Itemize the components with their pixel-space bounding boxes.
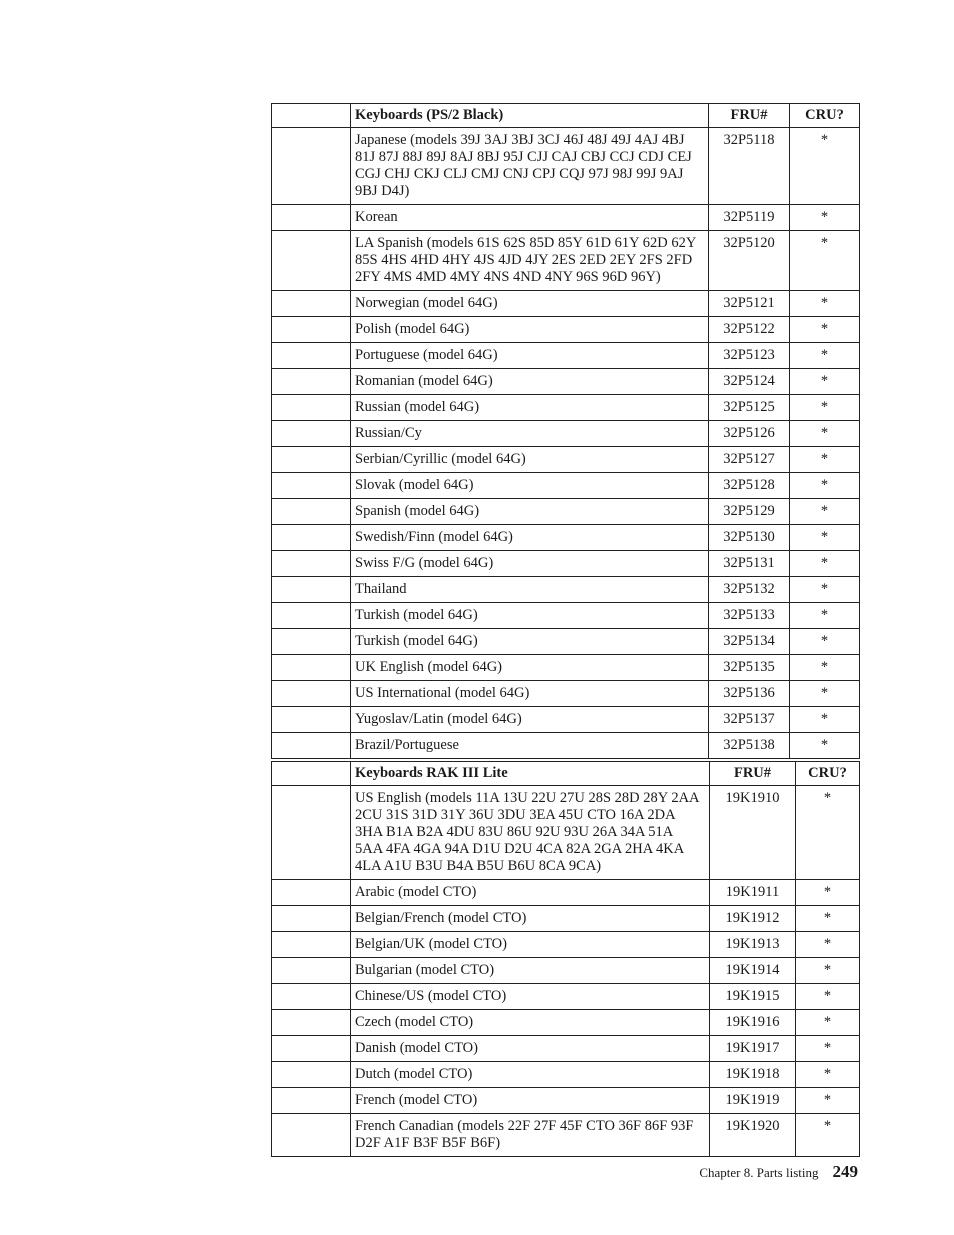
blank-cell xyxy=(272,499,351,525)
table-row xyxy=(272,1088,860,1114)
fru-cell: 19K1916 xyxy=(710,1010,796,1036)
blank-cell xyxy=(272,681,351,707)
header-fru: FRU# xyxy=(709,104,790,128)
description-cell: Turkish (model 64G) xyxy=(351,603,709,629)
table-header-row xyxy=(272,104,860,128)
cru-cell: * xyxy=(790,395,860,421)
table-row xyxy=(272,984,860,1010)
blank-cell xyxy=(272,231,351,291)
cru-cell: * xyxy=(790,421,860,447)
cru-cell: * xyxy=(790,629,860,655)
fru-cell: 32P5124 xyxy=(709,369,790,395)
cru-cell: * xyxy=(796,1010,860,1036)
blank-cell xyxy=(272,1036,351,1062)
fru-cell: 19K1918 xyxy=(710,1062,796,1088)
cru-cell: * xyxy=(790,205,860,231)
blank-cell xyxy=(272,421,351,447)
blank-cell xyxy=(272,603,351,629)
table-row xyxy=(272,629,860,655)
cru-cell: * xyxy=(796,1062,860,1088)
cru-cell: * xyxy=(796,984,860,1010)
description-cell: Brazil/Portuguese xyxy=(351,733,709,759)
cru-cell: * xyxy=(790,231,860,291)
description-cell: Czech (model CTO) xyxy=(351,1010,710,1036)
blank-cell xyxy=(272,343,351,369)
cru-cell: * xyxy=(790,343,860,369)
table-row xyxy=(272,499,860,525)
page-number: 249 xyxy=(832,1162,858,1181)
table-row xyxy=(272,603,860,629)
cru-cell: * xyxy=(796,932,860,958)
fru-cell: 32P5121 xyxy=(709,291,790,317)
cru-cell: * xyxy=(790,655,860,681)
cru-cell: * xyxy=(796,880,860,906)
table-row xyxy=(272,1010,860,1036)
blank-cell xyxy=(272,128,351,205)
fru-cell: 32P5125 xyxy=(709,395,790,421)
description-cell: Bulgarian (model CTO) xyxy=(351,958,710,984)
description-cell: Spanish (model 64G) xyxy=(351,499,709,525)
fru-cell: 19K1910 xyxy=(710,786,796,880)
fru-cell: 32P5118 xyxy=(709,128,790,205)
cru-cell: * xyxy=(796,1088,860,1114)
blank-cell xyxy=(272,473,351,499)
table-row xyxy=(272,958,860,984)
blank-cell xyxy=(272,707,351,733)
blank-cell xyxy=(272,906,351,932)
parts-table-rak-iii-lite xyxy=(271,761,860,1157)
description-cell: French (model CTO) xyxy=(351,1088,710,1114)
description-cell: Arabic (model CTO) xyxy=(351,880,710,906)
cru-cell: * xyxy=(790,681,860,707)
blank-cell xyxy=(272,958,351,984)
cru-cell: * xyxy=(790,447,860,473)
cru-cell: * xyxy=(790,577,860,603)
description-cell: Belgian/UK (model CTO) xyxy=(351,932,710,958)
blank-cell xyxy=(272,629,351,655)
table-row xyxy=(272,317,860,343)
table-row xyxy=(272,577,860,603)
cru-cell: * xyxy=(796,1114,860,1157)
cru-cell: * xyxy=(790,291,860,317)
description-cell: Swiss F/G (model 64G) xyxy=(351,551,709,577)
description-cell: Japanese (models 39J 3AJ 3BJ 3CJ 46J 48J 49J 4AJ 4BJ 81J 87J 88J 89J 8AJ 8BJ 95J CJJ CAJ CBJ CCJ CDJ CEJ CGJ CHJ CKJ CLJ CMJ CNJ CPJ CQJ 97J 98J 99J 9AJ 9BJ D4J) xyxy=(351,128,709,205)
cru-cell: * xyxy=(796,1036,860,1062)
description-cell: Serbian/Cyrillic (model 64G) xyxy=(351,447,709,473)
blank-cell xyxy=(272,447,351,473)
blank-cell xyxy=(272,395,351,421)
blank-cell xyxy=(272,1062,351,1088)
fru-cell: 19K1915 xyxy=(710,984,796,1010)
cru-cell: * xyxy=(790,499,860,525)
description-cell: UK English (model 64G) xyxy=(351,655,709,681)
description-cell: Romanian (model 64G) xyxy=(351,369,709,395)
table-row xyxy=(272,291,860,317)
table-header-row xyxy=(272,762,860,786)
fru-cell: 32P5126 xyxy=(709,421,790,447)
header-cru: CRU? xyxy=(796,762,860,786)
description-cell: US English (models 11A 13U 22U 27U 28S 28D 28Y 2AA 2CU 31S 31D 31Y 36U 3DU 3EA 45U CTO 16A 2DA 3HA B1A B2A 4DU 83U 86U 92U 93U 26A 34A 51A 5AA 4FA 4GA 94A D1U D2U 4CA 82A 2GA 2HA 4KA 4LA A1U B3U B4A B5U B6U 8CA 9CA) xyxy=(351,786,710,880)
description-cell: Yugoslav/Latin (model 64G) xyxy=(351,707,709,733)
table-row xyxy=(272,880,860,906)
description-cell: Danish (model CTO) xyxy=(351,1036,710,1062)
description-cell: Thailand xyxy=(351,577,709,603)
table-row xyxy=(272,906,860,932)
fru-cell: 32P5138 xyxy=(709,733,790,759)
table-row xyxy=(272,1114,860,1157)
blank-cell xyxy=(272,1088,351,1114)
cru-cell: * xyxy=(790,551,860,577)
fru-cell: 32P5136 xyxy=(709,681,790,707)
blank-cell xyxy=(272,577,351,603)
table-row xyxy=(272,786,860,880)
description-cell: Belgian/French (model CTO) xyxy=(351,906,710,932)
cru-cell: * xyxy=(790,369,860,395)
blank-cell xyxy=(272,1010,351,1036)
chapter-title: Chapter 8. Parts listing xyxy=(699,1165,819,1180)
fru-cell: 32P5133 xyxy=(709,603,790,629)
description-cell: Russian/Cy xyxy=(351,421,709,447)
blank-cell xyxy=(272,369,351,395)
blank-cell xyxy=(272,880,351,906)
parts-table-ps2-black xyxy=(271,103,860,759)
fru-cell: 19K1914 xyxy=(710,958,796,984)
cru-cell: * xyxy=(790,317,860,343)
fru-cell: 32P5127 xyxy=(709,447,790,473)
description-cell: Portuguese (model 64G) xyxy=(351,343,709,369)
header-description: Keyboards (PS/2 Black) xyxy=(351,104,709,128)
blank-cell xyxy=(272,525,351,551)
table-row xyxy=(272,525,860,551)
fru-cell: 19K1920 xyxy=(710,1114,796,1157)
cru-cell: * xyxy=(796,786,860,880)
blank-cell xyxy=(272,317,351,343)
table-row xyxy=(272,655,860,681)
table-row xyxy=(272,681,860,707)
blank-cell xyxy=(272,786,351,880)
description-cell: Chinese/US (model CTO) xyxy=(351,984,710,1010)
fru-cell: 19K1912 xyxy=(710,906,796,932)
blank-cell xyxy=(272,733,351,759)
fru-cell: 32P5119 xyxy=(709,205,790,231)
blank-cell xyxy=(272,291,351,317)
cru-cell: * xyxy=(790,473,860,499)
table-row xyxy=(272,421,860,447)
fru-cell: 19K1919 xyxy=(710,1088,796,1114)
blank-cell xyxy=(272,932,351,958)
blank-header-cell xyxy=(272,762,351,786)
header-description: Keyboards RAK III Lite xyxy=(351,762,710,786)
fru-cell: 32P5123 xyxy=(709,343,790,369)
fru-cell: 19K1917 xyxy=(710,1036,796,1062)
fru-cell: 32P5134 xyxy=(709,629,790,655)
table-row xyxy=(272,369,860,395)
table-row xyxy=(272,395,860,421)
fru-cell: 32P5129 xyxy=(709,499,790,525)
description-cell: Swedish/Finn (model 64G) xyxy=(351,525,709,551)
description-cell: French Canadian (models 22F 27F 45F CTO 36F 86F 93F D2F A1F B3F B5F B6F) xyxy=(351,1114,710,1157)
fru-cell: 32P5120 xyxy=(709,231,790,291)
cru-cell: * xyxy=(790,128,860,205)
description-cell: Russian (model 64G) xyxy=(351,395,709,421)
description-cell: Slovak (model 64G) xyxy=(351,473,709,499)
table-row xyxy=(272,205,860,231)
description-cell: Korean xyxy=(351,205,709,231)
blank-cell xyxy=(272,551,351,577)
table-row xyxy=(272,1062,860,1088)
fru-cell: 32P5135 xyxy=(709,655,790,681)
fru-cell: 32P5131 xyxy=(709,551,790,577)
fru-cell: 19K1913 xyxy=(710,932,796,958)
table-row xyxy=(272,551,860,577)
table-row xyxy=(272,1036,860,1062)
table-row xyxy=(272,343,860,369)
table-row xyxy=(272,128,860,205)
description-cell: Turkish (model 64G) xyxy=(351,629,709,655)
table-row xyxy=(272,707,860,733)
cru-cell: * xyxy=(790,603,860,629)
header-fru: FRU# xyxy=(710,762,796,786)
blank-cell xyxy=(272,1114,351,1157)
cru-cell: * xyxy=(790,525,860,551)
table-row xyxy=(272,733,860,759)
blank-cell xyxy=(272,655,351,681)
header-cru: CRU? xyxy=(790,104,860,128)
description-cell: Dutch (model CTO) xyxy=(351,1062,710,1088)
fru-cell: 19K1911 xyxy=(710,880,796,906)
fru-cell: 32P5132 xyxy=(709,577,790,603)
description-cell: LA Spanish (models 61S 62S 85D 85Y 61D 61Y 62D 62Y 85S 4HS 4HD 4HY 4JS 4JD 4JY 2ES 2ED 2EY 2FS 2FD 2FY 4MS 4MD 4MY 4NS 4ND 4NY 96S 96D 96Y) xyxy=(351,231,709,291)
cru-cell: * xyxy=(796,906,860,932)
blank-cell xyxy=(272,984,351,1010)
cru-cell: * xyxy=(790,733,860,759)
fru-cell: 32P5137 xyxy=(709,707,790,733)
page-footer xyxy=(699,1162,858,1182)
table-row xyxy=(272,231,860,291)
fru-cell: 32P5130 xyxy=(709,525,790,551)
fru-cell: 32P5122 xyxy=(709,317,790,343)
blank-cell xyxy=(272,205,351,231)
table-row xyxy=(272,473,860,499)
table-row xyxy=(272,932,860,958)
description-cell: Norwegian (model 64G) xyxy=(351,291,709,317)
fru-cell: 32P5128 xyxy=(709,473,790,499)
description-cell: Polish (model 64G) xyxy=(351,317,709,343)
table-row xyxy=(272,447,860,473)
cru-cell: * xyxy=(790,707,860,733)
description-cell: US International (model 64G) xyxy=(351,681,709,707)
blank-header-cell xyxy=(272,104,351,128)
cru-cell: * xyxy=(796,958,860,984)
